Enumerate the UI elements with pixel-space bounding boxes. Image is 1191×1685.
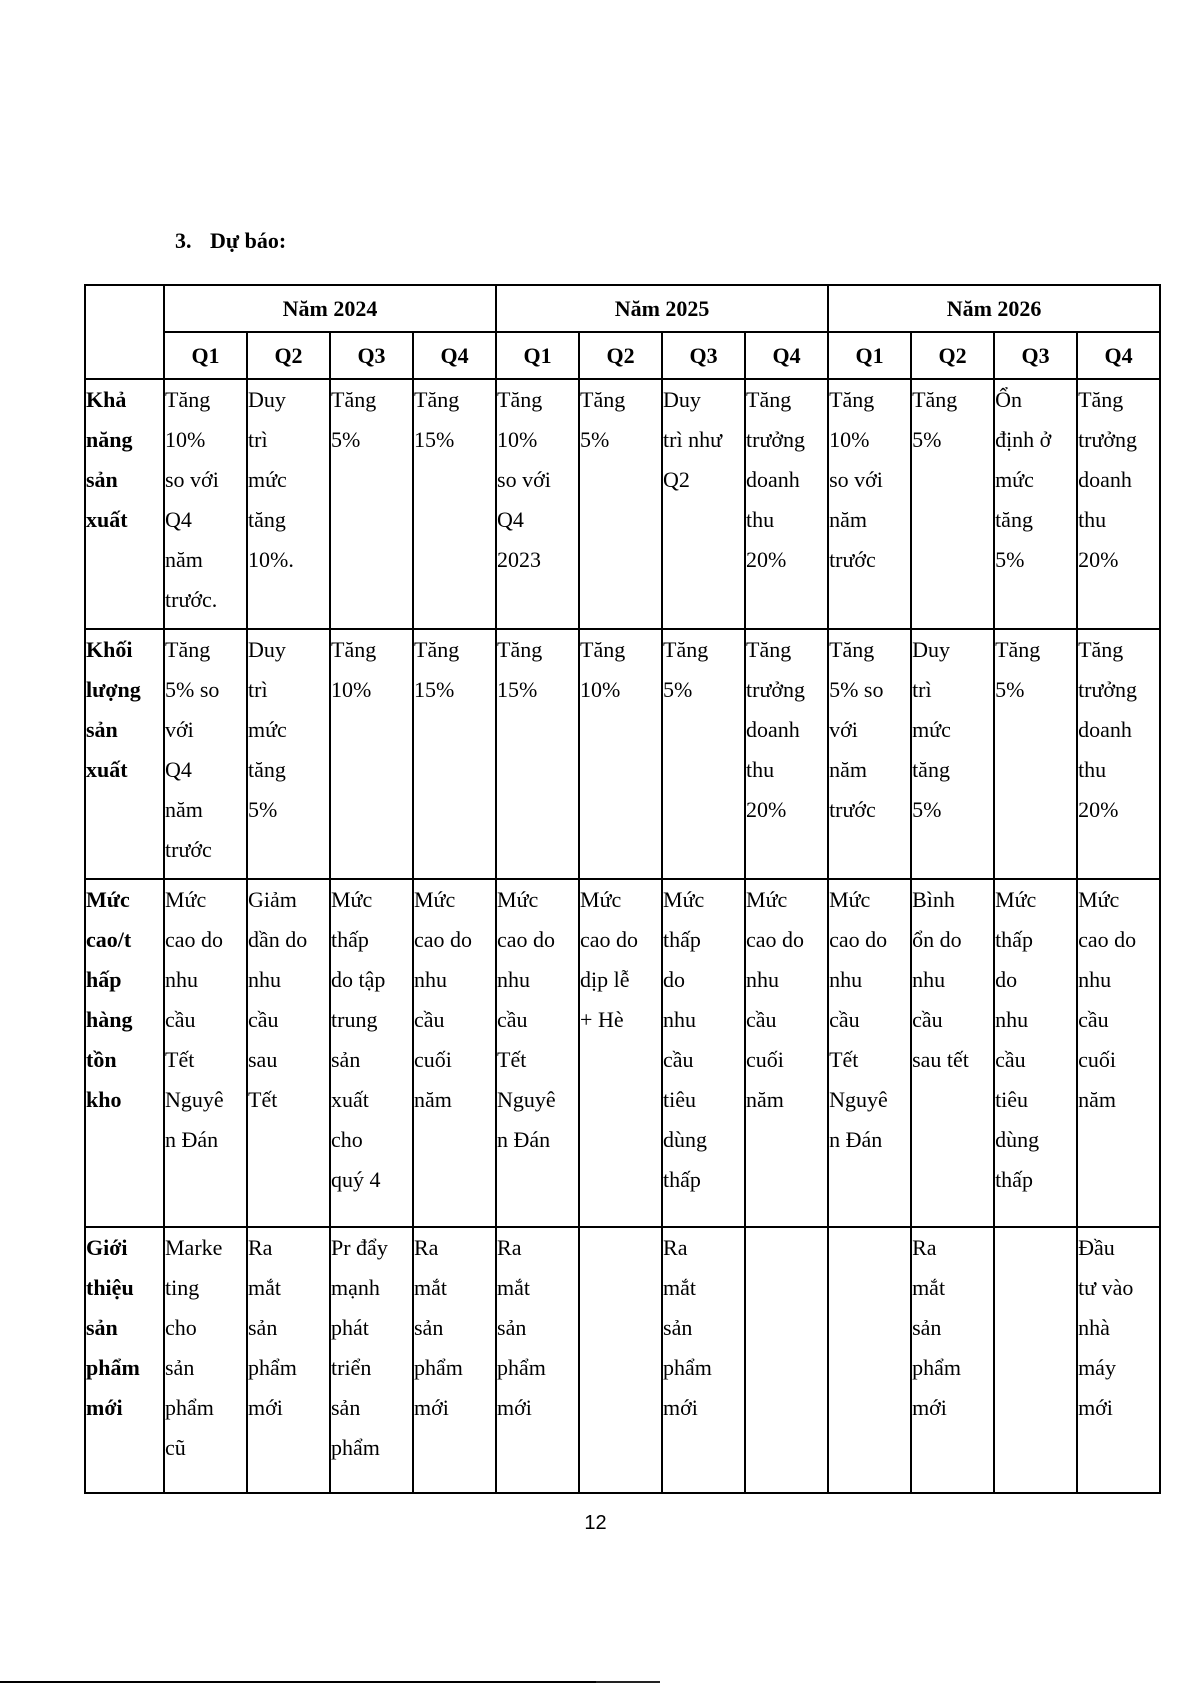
year-header-row — [85, 285, 1160, 332]
table-cell: Tăng 15% — [413, 379, 496, 629]
quarter-header: Q4 — [745, 332, 828, 379]
table-cell: Ra mắt sản phẩm mới — [413, 1227, 496, 1493]
table-cell: Tăng trưởng doanh thu 20% — [745, 629, 828, 879]
table-cell: Marke ting cho sản phẩm cũ — [164, 1227, 247, 1493]
table-cell — [994, 1227, 1077, 1493]
quarter-header: Q2 — [911, 332, 994, 379]
page-divider — [0, 1681, 660, 1683]
year-header: Năm 2026 — [828, 285, 1160, 332]
table-cell: Giảm dần do nhu cầu sau Tết — [247, 879, 330, 1227]
page-number: 12 — [584, 1512, 607, 1534]
table-cell: Duy trì như Q2 — [662, 379, 745, 629]
quarter-header: Q3 — [662, 332, 745, 379]
table-cell: Mức thấp do tập trung sản xuất cho quý 4 — [330, 879, 413, 1227]
table-cell: Mức cao do nhu cầu Tết Nguyê n Đán — [164, 879, 247, 1227]
row-label: Giới thiệu sản phẩm mới — [85, 1227, 164, 1493]
table-row — [85, 629, 1160, 879]
quarter-header: Q4 — [413, 332, 496, 379]
table-cell: Tăng 10% — [330, 629, 413, 879]
table-cell: Mức cao do nhu cầu Tết Nguyê n Đán — [496, 879, 579, 1227]
table-cell — [579, 1227, 662, 1493]
table-cell: Tăng 15% — [496, 629, 579, 879]
table-cell: Ra mắt sản phẩm mới — [662, 1227, 745, 1493]
quarter-header: Q3 — [994, 332, 1077, 379]
table-cell: Tăng 5% so với Q4 năm trước — [164, 629, 247, 879]
table-cell: Tăng 10% so với Q4 2023 — [496, 379, 579, 629]
table-cell: Tăng 5% — [662, 629, 745, 879]
forecast-table — [84, 284, 1161, 1494]
section-heading — [175, 228, 286, 254]
table-cell: Bình ổn do nhu cầu sau tết — [911, 879, 994, 1227]
year-header: Năm 2025 — [496, 285, 828, 332]
table-cell: Ra mắt sản phẩm mới — [496, 1227, 579, 1493]
table-cell: Mức cao do nhu cầu cuối năm — [745, 879, 828, 1227]
table-cell: Tăng 10% — [579, 629, 662, 879]
table-cell: Mức cao do nhu cầu cuối năm — [413, 879, 496, 1227]
table-cell: Ra mắt sản phẩm mới — [247, 1227, 330, 1493]
quarter-header-row — [85, 332, 1160, 379]
table-cell: Mức thấp do nhu cầu tiêu dùng thấp — [662, 879, 745, 1227]
table-cell: Mức thấp do nhu cầu tiêu dùng thấp — [994, 879, 1077, 1227]
table-cell — [828, 1227, 911, 1493]
year-header: Năm 2024 — [164, 285, 496, 332]
table-cell: Tăng 5% — [911, 379, 994, 629]
table-cell: Mức cao do nhu cầu cuối năm — [1077, 879, 1160, 1227]
quarter-header: Q2 — [247, 332, 330, 379]
table-cell: Tăng trưởng doanh thu 20% — [1077, 629, 1160, 879]
table-cell: Tăng 15% — [413, 629, 496, 879]
quarter-header: Q1 — [496, 332, 579, 379]
table-row — [85, 379, 1160, 629]
quarter-header: Q2 — [579, 332, 662, 379]
table-cell: Duy trì mức tăng 10%. — [247, 379, 330, 629]
table-cell: Mức cao do dịp lễ + Hè — [579, 879, 662, 1227]
table-cell: Tăng 5% — [330, 379, 413, 629]
table-cell: Tăng 10% so với Q4 năm trước. — [164, 379, 247, 629]
row-label: Mức cao/t hấp hàng tồn kho — [85, 879, 164, 1227]
table-cell: Ra mắt sản phẩm mới — [911, 1227, 994, 1493]
section-number: 3. — [175, 228, 192, 253]
quarter-header: Q4 — [1077, 332, 1160, 379]
table-cell: Mức cao do nhu cầu Tết Nguyê n Đán — [828, 879, 911, 1227]
table-cell: Pr đẩy mạnh phát triển sản phẩm — [330, 1227, 413, 1493]
page-divider — [596, 1681, 660, 1683]
table-cell: Tăng 5% — [994, 629, 1077, 879]
section-title: Dự báo: — [210, 228, 287, 253]
table-cell: Tăng trưởng doanh thu 20% — [1077, 379, 1160, 629]
table-cell: Tăng 10% so với năm trước — [828, 379, 911, 629]
table-cell: Duy trì mức tăng 5% — [247, 629, 330, 879]
quarter-header: Q1 — [164, 332, 247, 379]
table-cell: Duy trì mức tăng 5% — [911, 629, 994, 879]
table-cell: Tăng trưởng doanh thu 20% — [745, 379, 828, 629]
corner-cell — [85, 285, 164, 379]
table-row — [85, 1227, 1160, 1493]
table-cell — [745, 1227, 828, 1493]
table-cell: Tăng 5% — [579, 379, 662, 629]
quarter-header: Q1 — [828, 332, 911, 379]
table-cell: Tăng 5% so với năm trước — [828, 629, 911, 879]
table-cell: Ổn định ở mức tăng 5% — [994, 379, 1077, 629]
row-label: Khối lượng sản xuất — [85, 629, 164, 879]
row-label: Khả năng sản xuất — [85, 379, 164, 629]
table-cell: Đầu tư vào nhà máy mới — [1077, 1227, 1160, 1493]
table-row — [85, 879, 1160, 1227]
quarter-header: Q3 — [330, 332, 413, 379]
